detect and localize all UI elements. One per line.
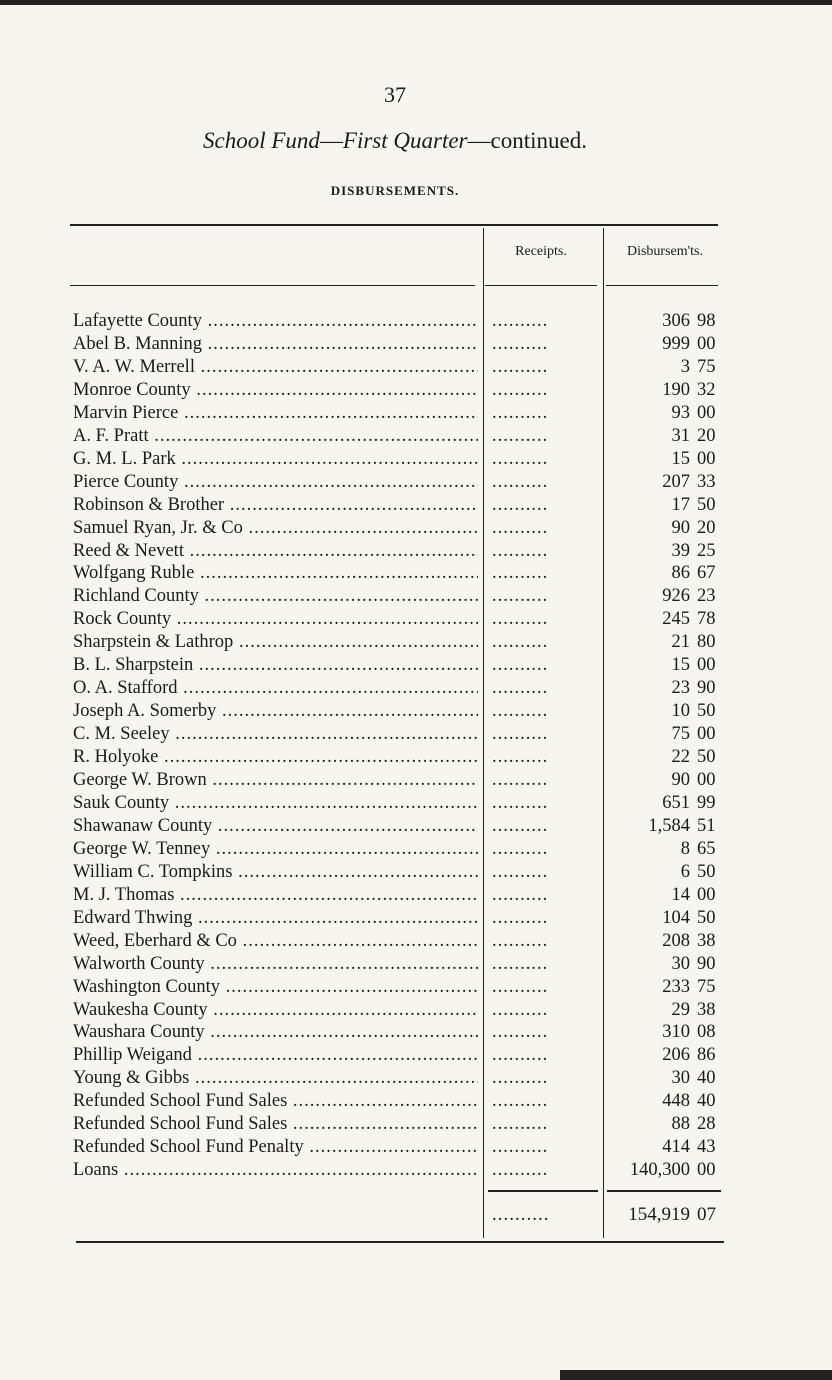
ledger-row	[0, 999, 832, 1022]
disbursement-cents: 28	[697, 1114, 716, 1135]
ledger-row	[0, 448, 832, 471]
receipts-cell: ..........	[492, 563, 549, 584]
disbursement-cents: 00	[697, 724, 716, 745]
total-rule-disbursements	[607, 1190, 721, 1192]
ledger-row	[0, 585, 832, 608]
disbursement-dollars: 75	[671, 724, 690, 745]
disbursement-dollars: 29	[671, 999, 690, 1020]
disbursement-dollars: 90	[671, 517, 690, 538]
disbursement-dollars: 22	[671, 747, 690, 768]
payee-name: Waushara County .....	[73, 1021, 478, 1044]
column-header-receipts: Receipts.	[515, 244, 567, 259]
disbursement-cents: 75	[697, 356, 716, 377]
ledger-row	[0, 907, 832, 930]
disbursement-dollars: 140,300	[629, 1160, 690, 1181]
disbursement-dollars: 6	[680, 861, 690, 882]
payee-name: R. Holyoke .....	[73, 746, 478, 769]
ledger-row	[0, 953, 832, 976]
disbursement-dollars: 31	[671, 425, 690, 446]
disbursement-cents: 67	[697, 563, 716, 584]
receipts-cell: ..........	[492, 907, 549, 928]
payee-name: Monroe County .....	[73, 379, 478, 402]
receipts-cell: ..........	[492, 1160, 549, 1181]
receipts-cell: ..........	[492, 976, 549, 997]
disbursement-cents: 38	[697, 999, 716, 1020]
total-cents: 07	[697, 1204, 716, 1225]
disbursement-cents: 78	[697, 609, 716, 630]
payee-name: George W. Brown .....	[73, 769, 478, 792]
receipts-cell: ..........	[492, 379, 549, 400]
disbursement-cents: 90	[697, 953, 716, 974]
receipts-cell: ..........	[492, 1114, 549, 1135]
disbursement-dollars: 245	[662, 609, 690, 630]
payee-name: George W. Tenney .....	[73, 838, 478, 861]
disbursement-cents: 20	[697, 517, 716, 538]
receipts-cell: ..........	[492, 425, 549, 446]
payee-name: Phillip Weigand .....	[73, 1044, 478, 1067]
ledger-row	[0, 1159, 832, 1182]
disbursement-cents: 33	[697, 471, 716, 492]
payee-name: Sharpstein & Lathrop .....	[73, 631, 478, 654]
disbursement-dollars: 1,584	[648, 815, 690, 836]
disbursement-cents: 50	[697, 861, 716, 882]
ledger-row	[0, 769, 832, 792]
receipts-cell: ..........	[492, 999, 549, 1020]
ledger-row	[0, 379, 832, 402]
payee-name: Walworth County .....	[73, 953, 478, 976]
payee-name: Sauk County .....	[73, 792, 478, 815]
ledger-row	[0, 517, 832, 540]
payee-name: Samuel Ryan, Jr. & Co .....	[73, 517, 478, 540]
disbursement-dollars: 17	[671, 494, 690, 515]
disbursement-cents: 50	[697, 494, 716, 515]
disbursement-dollars: 88	[671, 1114, 690, 1135]
disbursement-dollars: 21	[671, 632, 690, 653]
ledger-row	[0, 1021, 832, 1044]
disbursement-cents: 08	[697, 1022, 716, 1043]
disbursement-dollars: 30	[671, 953, 690, 974]
heading-part-2: First Quarter	[342, 128, 468, 153]
payee-name: Rock County .....	[73, 608, 478, 631]
receipts-cell: ..........	[492, 861, 549, 882]
disbursement-dollars: 999	[662, 333, 690, 354]
payee-name: Reed & Nevett .....	[73, 540, 478, 563]
payee-name: Refunded School Fund Sales .....	[73, 1113, 478, 1136]
disbursement-cents: 20	[697, 425, 716, 446]
disbursement-cents: 90	[697, 678, 716, 699]
disbursement-cents: 40	[697, 1091, 716, 1112]
receipts-cell: ..........	[492, 1045, 549, 1066]
receipts-cell: ..........	[492, 815, 549, 836]
disbursement-dollars: 10	[671, 701, 690, 722]
payee-name: A. F. Pratt .....	[73, 425, 478, 448]
receipts-cell: ..........	[492, 333, 549, 354]
receipts-cell: ..........	[492, 1022, 549, 1043]
receipts-cell: ..........	[492, 1137, 549, 1158]
disbursement-dollars: 3	[680, 356, 690, 377]
total-receipts: ..........	[492, 1204, 550, 1225]
ledger-row	[0, 562, 832, 585]
payee-name: Lafayette County .....	[73, 310, 478, 333]
disbursement-cents: 51	[697, 815, 716, 836]
payee-name: V. A. W. Merrell .....	[73, 356, 478, 379]
receipts-cell: ..........	[492, 448, 549, 469]
receipts-cell: ..........	[492, 953, 549, 974]
payee-name: William C. Tompkins .....	[73, 861, 478, 884]
disbursement-dollars: 190	[662, 379, 690, 400]
payee-name: Shawanaw County .....	[73, 815, 478, 838]
heading-dash-2: —	[467, 128, 491, 153]
receipts-cell: ..........	[492, 517, 549, 538]
ledger-row	[0, 1067, 832, 1090]
payee-name: Marvin Pierce .....	[73, 402, 478, 425]
ledger-row	[0, 861, 832, 884]
ledger-row	[0, 494, 832, 517]
ledger-row	[0, 1044, 832, 1067]
table-top-rule	[70, 224, 718, 226]
disbursement-dollars: 39	[671, 540, 690, 561]
ledger-row	[0, 792, 832, 815]
ledger-row	[0, 1113, 832, 1136]
disbursement-cents: 40	[697, 1068, 716, 1089]
disbursement-dollars: 207	[662, 471, 690, 492]
receipts-cell: ..........	[492, 402, 549, 423]
disbursement-cents: 65	[697, 838, 716, 859]
disbursement-cents: 00	[697, 655, 716, 676]
payee-name: C. M. Seeley .....	[73, 723, 478, 746]
receipts-cell: ..........	[492, 724, 549, 745]
receipts-cell: ..........	[492, 632, 549, 653]
disbursement-dollars: 90	[671, 770, 690, 790]
disbursement-cents: 00	[697, 402, 716, 423]
disbursement-cents: 32	[697, 379, 716, 400]
disbursement-dollars: 651	[662, 792, 690, 813]
ledger-row	[0, 631, 832, 654]
disbursement-dollars: 306	[662, 311, 690, 331]
ledger-row	[0, 723, 832, 746]
ledger-row	[0, 930, 832, 953]
receipts-cell: ..........	[492, 701, 549, 722]
page-number: 37	[384, 82, 406, 107]
receipts-cell: ..........	[492, 930, 549, 951]
heading-part-1: School Fund	[203, 128, 320, 153]
payee-name: Wolfgang Ruble .....	[73, 562, 478, 585]
column-header-disbursements: Disbursem'ts.	[626, 244, 704, 259]
payee-name: M. J. Thomas .....	[73, 884, 478, 907]
payee-name: Pierce County .....	[73, 471, 478, 494]
disbursement-dollars: 233	[662, 976, 690, 997]
payee-name: Young & Gibbs .....	[73, 1067, 478, 1090]
disbursement-dollars: 208	[662, 930, 690, 951]
disbursement-dollars: 14	[671, 884, 690, 905]
payee-name: Loans .....	[73, 1159, 478, 1182]
disbursement-cents: 50	[697, 747, 716, 768]
payee-name: G. M. L. Park .....	[73, 448, 478, 471]
receipts-cell: ..........	[492, 471, 549, 492]
header-underline-disbursements	[606, 285, 718, 286]
disbursement-cents: 00	[697, 333, 716, 354]
header-underline-receipts	[485, 285, 597, 286]
receipts-cell: ..........	[492, 1068, 549, 1089]
receipts-cell: ..........	[492, 1091, 549, 1112]
disbursement-cents: 43	[697, 1137, 716, 1158]
heading-part-3: continued.	[490, 128, 587, 153]
disbursement-dollars: 86	[671, 563, 690, 584]
total-row	[0, 1203, 832, 1226]
section-subheading: DISBURSEMENTS.	[330, 183, 460, 198]
disbursement-cents: 00	[697, 1160, 716, 1181]
payee-name: Washington County .....	[73, 976, 478, 999]
ledger-row	[0, 540, 832, 563]
payee-name: Robinson & Brother .....	[73, 494, 478, 517]
disbursement-cents: 75	[697, 976, 716, 997]
page-bottom-edge	[560, 1370, 832, 1380]
ledger-row	[0, 746, 832, 769]
ledger-row	[0, 1136, 832, 1159]
receipts-cell: ..........	[492, 494, 549, 515]
ledger-row	[0, 471, 832, 494]
total-rule-receipts	[488, 1190, 598, 1192]
disbursement-cents: 99	[697, 792, 716, 813]
payee-name: Waukesha County .....	[73, 999, 478, 1022]
payee-name: Edward Thwing .....	[73, 907, 478, 930]
payee-name: Richland County .....	[73, 585, 478, 608]
disbursement-cents: 00	[697, 770, 716, 790]
disbursement-dollars: 310	[662, 1022, 690, 1043]
ledger-row	[0, 654, 832, 677]
disbursement-dollars: 93	[671, 402, 690, 423]
receipts-cell: ..........	[492, 884, 549, 905]
payee-name: O. A. Stafford .....	[73, 677, 478, 700]
receipts-cell: ..........	[492, 356, 549, 377]
ledger-row	[0, 884, 832, 907]
disbursement-cents: 86	[697, 1045, 716, 1066]
receipts-cell: ..........	[492, 609, 549, 630]
payee-name: Weed, Eberhard & Co .....	[73, 930, 478, 953]
disbursement-cents: 23	[697, 586, 716, 607]
ledger-row	[0, 402, 832, 425]
ledger-row	[0, 838, 832, 861]
payee-name: Abel B. Manning .....	[73, 333, 478, 356]
receipts-cell: ..........	[492, 747, 549, 768]
page-top-edge	[0, 0, 832, 5]
header-underline-main	[70, 285, 475, 286]
disbursement-cents: 38	[697, 930, 716, 951]
disbursement-dollars: 15	[671, 448, 690, 469]
disbursement-cents: 98	[697, 311, 716, 331]
disbursement-dollars: 23	[671, 678, 690, 699]
ledger-row	[0, 310, 832, 333]
page-heading	[0, 128, 790, 154]
disbursement-cents: 80	[697, 632, 716, 653]
payee-name: Joseph A. Somerby .....	[73, 700, 478, 723]
total-dollars: 154,919	[628, 1204, 690, 1225]
ledger-row	[0, 700, 832, 723]
disbursement-dollars: 414	[662, 1137, 690, 1158]
receipts-cell: ..........	[492, 678, 549, 699]
disbursement-cents: 50	[697, 907, 716, 928]
ledger-row	[0, 356, 832, 379]
payee-name: Refunded School Fund Sales .....	[73, 1090, 478, 1113]
disbursement-cents: 50	[697, 701, 716, 722]
disbursement-dollars: 30	[671, 1068, 690, 1089]
ledger-row	[0, 677, 832, 700]
payee-name: Refunded School Fund Penalty .....	[73, 1136, 478, 1159]
disbursement-dollars: 206	[662, 1045, 690, 1066]
disbursement-cents: 00	[697, 884, 716, 905]
disbursement-dollars: 104	[662, 907, 690, 928]
receipts-cell: ..........	[492, 792, 549, 813]
receipts-cell: ..........	[492, 540, 549, 561]
disbursement-cents: 00	[697, 448, 716, 469]
disbursement-dollars: 448	[662, 1091, 690, 1112]
ledger-row	[0, 1090, 832, 1113]
ledger-row	[0, 425, 832, 448]
payee-name: B. L. Sharpstein .....	[73, 654, 478, 677]
disbursement-cents: 25	[697, 540, 716, 561]
ledger-row	[0, 815, 832, 838]
ledger-row	[0, 333, 832, 356]
ledger-row	[0, 976, 832, 999]
ledger-row	[0, 608, 832, 631]
receipts-cell: ..........	[492, 655, 549, 676]
heading-dash-1: —	[319, 128, 343, 153]
receipts-cell: ..........	[492, 770, 549, 790]
receipts-cell: ..........	[492, 586, 549, 607]
disbursement-dollars: 15	[671, 655, 690, 676]
disbursement-dollars: 8	[680, 838, 690, 859]
receipts-cell: ..........	[492, 838, 549, 859]
receipts-cell: ..........	[492, 311, 549, 331]
table-bottom-rule	[76, 1241, 724, 1243]
disbursement-dollars: 926	[662, 586, 690, 607]
